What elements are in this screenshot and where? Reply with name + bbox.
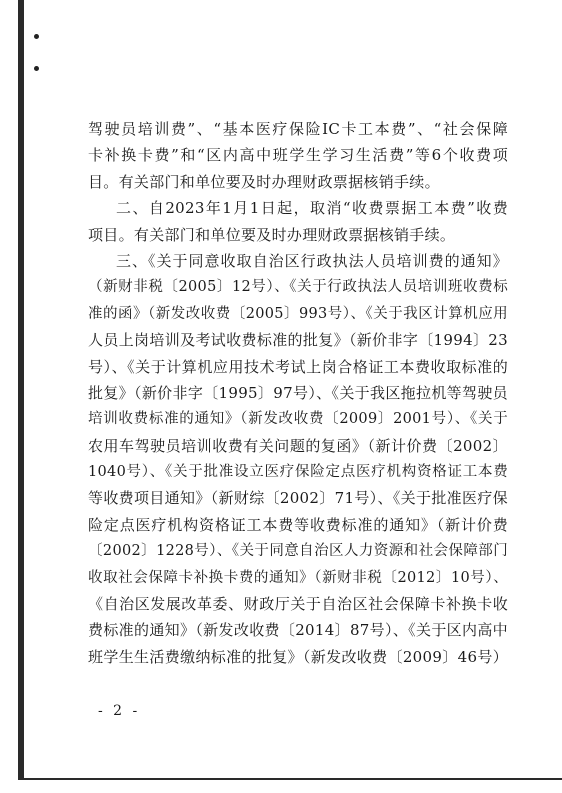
body-line: 二、自2023年1月1日起，取消“收费票据工本费”收费 xyxy=(116,199,508,218)
body-line: 项目。有关部门和单位要及时办理财政票据核销手续。 xyxy=(88,225,456,244)
body-line: 1040号）、《关于批准设立医疗保险定点医疗机构资格证工本费 xyxy=(88,464,508,481)
body-line: 卡补换卡费”和“区内高中班学生学习生活费”等6个收费项 xyxy=(88,146,508,165)
body-line: 收取社会保障卡补换卡费的通知》（新财非税〔2012〕10号）、 xyxy=(88,569,508,586)
body-line: 驾驶员培训费”、“基本医疗保险IC卡工本费”、“社会保障 xyxy=(88,120,508,138)
body-line: 《自治区发展改革委、财政厅关于自治区社会保障卡补换卡收 xyxy=(88,595,508,614)
body-line: 三、《关于同意收取自治区行政执法人员培训费的通知》 xyxy=(116,251,508,270)
binding-hole-mark xyxy=(34,34,39,39)
scan-edge-left xyxy=(18,0,24,780)
body-line: 批复》（新价非字〔1995〕97号）、《关于我区拖拉机等驾驶员 xyxy=(88,383,508,402)
body-line: 险定点医疗机构资格证工本费等收费标准的通知》（新计价费 xyxy=(88,515,508,534)
body-line: 号）、《关于计算机应用技术考试上岗合格证工本费收取标准的 xyxy=(88,357,508,376)
document-body xyxy=(88,116,508,670)
body-line: 班学生生活费缴纳标准的批复》（新发改收费〔2009〕46号） xyxy=(88,647,508,666)
body-line: 准的函》（新发改收费〔2005〕993号）、《关于我区计算机应用 xyxy=(88,305,508,322)
body-line: 农用车驾驶员培训收费有关问题的复函》（新计价费〔2002〕 xyxy=(88,436,508,455)
body-line: 培训收费标准的通知》（新发改收费〔2009〕2001号）、《关于 xyxy=(88,411,508,428)
body-line: 费标准的通知》（新发改收费〔2014〕87号）、《关于区内高中 xyxy=(88,621,508,640)
binding-hole-mark xyxy=(34,66,39,71)
body-line: 人员上岗培训及考试收费标准的批复》（新价非字〔1994〕23 xyxy=(88,331,508,350)
body-line: 等收费项目通知》（新财综〔2002〕71号）、《关于批准医疗保 xyxy=(88,489,508,508)
scan-edge-bottom xyxy=(18,778,562,780)
body-line: （新财非税〔2005〕12号）、《关于行政执法人员培训班收费标 xyxy=(88,279,508,296)
body-line: 〔2002〕1228号）、《关于同意自治区人力资源和社会保障部门 xyxy=(88,543,508,560)
body-line: 目。有关部门和单位要及时办理财政票据核销手续。 xyxy=(88,172,440,191)
page-number: - 2 - xyxy=(98,703,141,719)
